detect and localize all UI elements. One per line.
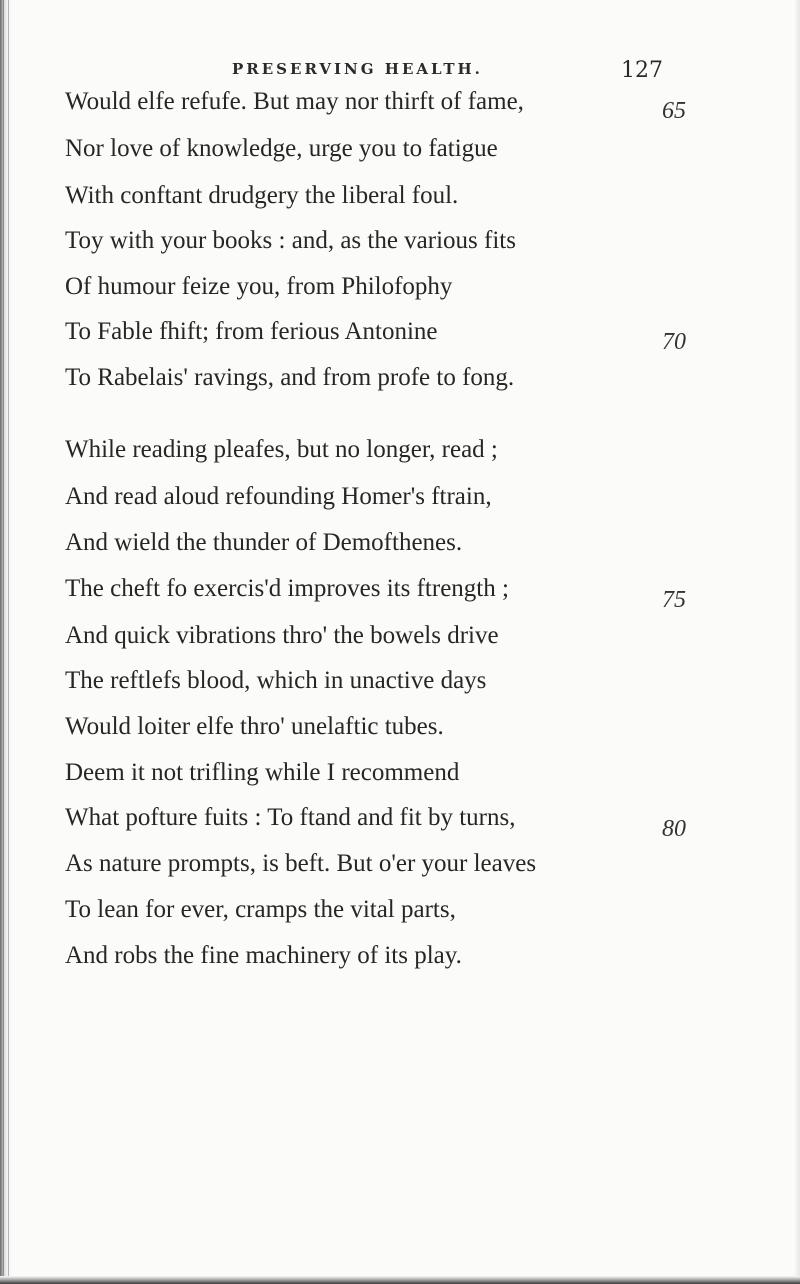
verse-line: While reading pleafes, but no longer, read ; [65, 436, 498, 463]
verse-line: To Rabelais' ravings, and from profe to fong. [65, 364, 515, 391]
page-right-edge [794, 0, 800, 1284]
verse-line: Nor love of knowledge, urge you to fatigue [65, 135, 498, 162]
verse-line: Toy with your books : and, as the various fits [65, 227, 516, 254]
verse-line: And robs the fine machinery of its play. [65, 942, 462, 969]
verse-line: Would loiter elfe thro' unelaftic tubes. [65, 713, 444, 740]
verse-line: Would elfe refufe. But may nor thirft of fame, [65, 88, 524, 115]
line-number: 65 [662, 98, 686, 124]
page-header [0, 60, 800, 90]
line-number: 70 [662, 329, 686, 355]
binding-gutter [0, 0, 12, 1284]
verse-line: And read aloud refounding Homer's ftrain, [65, 483, 492, 510]
verse-line: To Fable fhift; from ferious Antonine [65, 318, 438, 345]
verse-line: And quick vibrations thro' the bowels drive [65, 622, 499, 649]
line-number: 75 [662, 587, 686, 613]
line-number: 80 [662, 816, 686, 842]
verse-line: What pofture fuits : To ftand and fit by turns, [65, 804, 516, 831]
verse-line: And wield the thunder of Demofthenes. [65, 529, 463, 556]
verse-line: The reftlefs blood, which in unactive days [65, 667, 487, 694]
verse-line: The cheft fo exercis'd improves its ftrength ; [65, 575, 509, 602]
verse-line: Of humour feize you, from Philofophy [65, 273, 453, 300]
verse-line: As nature prompts, is beft. But o'er your leaves [65, 850, 537, 877]
gutter-line [3, 0, 4, 1284]
verse-line: Deem it not trifling while I recommend [65, 759, 460, 786]
verse-line: To lean for ever, cramps the vital parts, [65, 896, 456, 923]
running-head: PRESERVING HEALTH. [232, 60, 483, 78]
verse-line: With conftant drudgery the liberal foul. [65, 182, 459, 209]
page-number: 127 [621, 58, 663, 83]
page-bottom-edge [0, 1276, 800, 1284]
gutter-line [8, 0, 9, 1284]
